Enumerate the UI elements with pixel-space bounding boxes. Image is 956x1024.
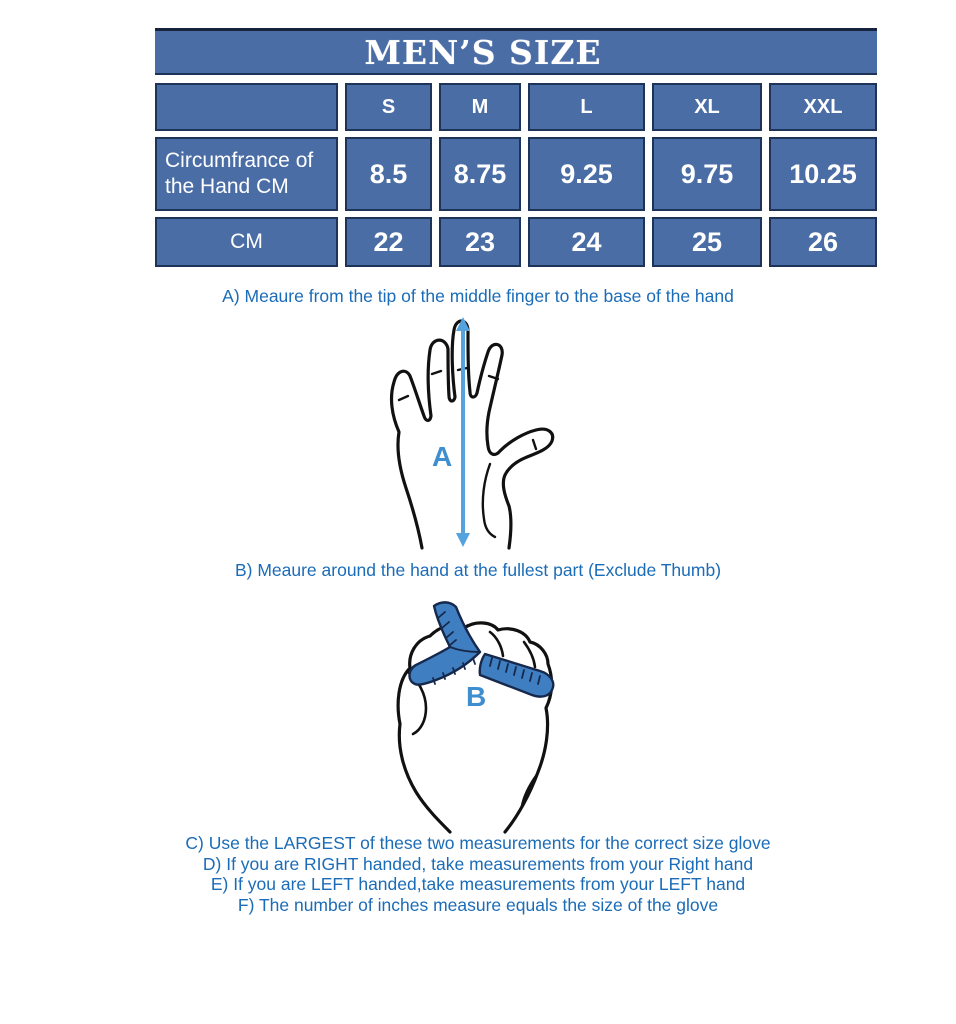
note-c: C) Use the LARGEST of these two measurements for the correct size glove — [185, 833, 771, 853]
fitting-notes — [0, 833, 956, 915]
cm-l: 24 — [528, 217, 645, 267]
size-header-xl: XL — [652, 83, 762, 131]
instruction-a: A) Meaure from the tip of the middle finger to the base of the hand — [222, 286, 734, 306]
table-title-bar — [155, 28, 877, 75]
hand-outline — [392, 321, 553, 548]
open-hand-measure-diagram — [386, 314, 566, 550]
circumference-xl: 9.75 — [652, 137, 762, 211]
mens-size-table — [155, 28, 877, 267]
cm-xxl: 26 — [769, 217, 877, 267]
hand-diagram-label: A — [432, 441, 453, 472]
corner-cell — [155, 83, 338, 131]
row-label-circumference: Circumfrance of the Hand CM — [155, 137, 338, 211]
note-f: F) The number of inches measure equals the size of the glove — [237, 894, 719, 915]
note-d: D) If you are RIGHT handed, take measurements from your Right hand — [202, 853, 754, 874]
size-header-s: S — [345, 83, 432, 131]
circumference-m: 8.75 — [439, 137, 521, 211]
size-header-l: L — [528, 83, 645, 131]
table-title: MEN’S SIZE — [364, 32, 602, 72]
circumference-l: 9.25 — [528, 137, 645, 211]
instruction-b: B) Meaure around the hand at the fullest part (Exclude Thumb) — [234, 560, 722, 580]
circumference-xxl: 10.25 — [769, 137, 877, 211]
size-header-xxl: XXL — [769, 83, 877, 131]
fist-tape-measure-diagram — [388, 596, 568, 834]
size-grid — [155, 83, 877, 267]
fist-diagram-label: B — [466, 681, 487, 712]
row-label-cm: CM — [155, 217, 338, 267]
size-header-m: M — [439, 83, 521, 131]
cm-m: 23 — [439, 217, 521, 267]
cm-xl: 25 — [652, 217, 762, 267]
cm-s: 22 — [345, 217, 432, 267]
circumference-s: 8.5 — [345, 137, 432, 211]
note-e: E) If you are LEFT handed,take measurements from your LEFT hand — [210, 874, 746, 894]
